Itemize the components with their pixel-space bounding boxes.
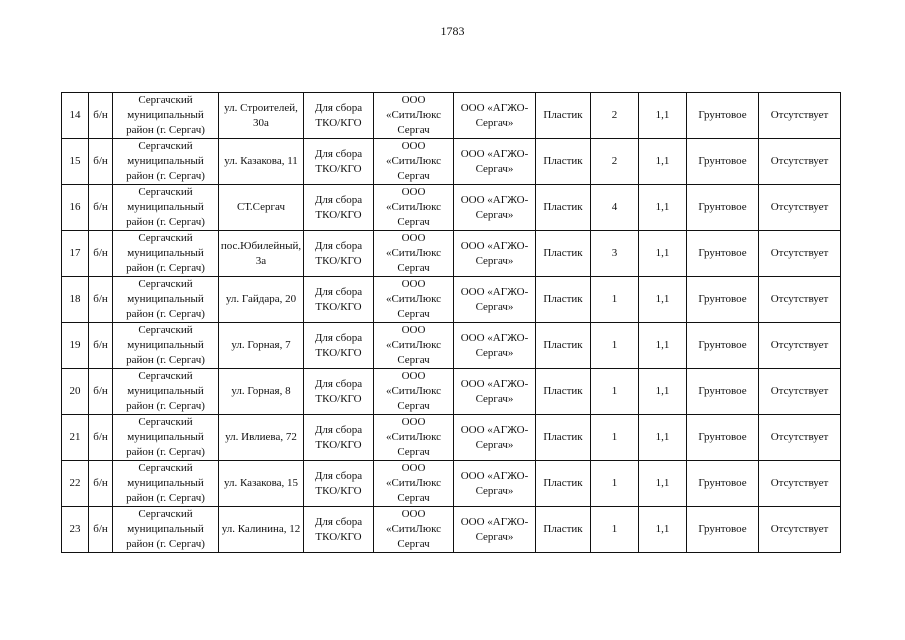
container-volume-cell: 1,1 (639, 507, 687, 553)
registry-table (61, 92, 841, 553)
district-cell: Сергачский муниципальный район (г. Сергач) (113, 93, 219, 139)
fence-cell: Отсутствует (759, 185, 841, 231)
surface-cell: Грунтовое (687, 277, 759, 323)
row-number-cell: 16 (62, 185, 89, 231)
no-number-cell: б/н (89, 93, 113, 139)
operator-cell: ООО «СитиЛюкс Сергач (374, 415, 454, 461)
address-cell: ул. Горная, 7 (219, 323, 304, 369)
district-cell: Сергачский муниципальный район (г. Сергач) (113, 139, 219, 185)
container-volume-cell: 1,1 (639, 369, 687, 415)
operator-cell: ООО «СитиЛюкс Сергач (374, 323, 454, 369)
fence-cell: Отсутствует (759, 323, 841, 369)
no-number-cell: б/н (89, 231, 113, 277)
fence-cell: Отсутствует (759, 231, 841, 277)
material-cell: Пластик (536, 507, 591, 553)
fence-cell: Отсутствует (759, 93, 841, 139)
container-count-cell: 2 (591, 139, 639, 185)
container-volume-cell: 1,1 (639, 231, 687, 277)
table-row (62, 93, 841, 139)
address-cell: ул. Казакова, 11 (219, 139, 304, 185)
fence-cell: Отсутствует (759, 277, 841, 323)
table-row (62, 185, 841, 231)
owner-cell: ООО «АГЖО-Сергач» (454, 323, 536, 369)
fence-cell: Отсутствует (759, 461, 841, 507)
surface-cell: Грунтовое (687, 507, 759, 553)
no-number-cell: б/н (89, 507, 113, 553)
row-number-cell: 18 (62, 277, 89, 323)
surface-cell: Грунтовое (687, 415, 759, 461)
no-number-cell: б/н (89, 369, 113, 415)
purpose-cell: Для сбора ТКО/КГО (304, 323, 374, 369)
surface-cell: Грунтовое (687, 185, 759, 231)
district-cell: Сергачский муниципальный район (г. Сергач) (113, 231, 219, 277)
address-cell: ул. Горная, 8 (219, 369, 304, 415)
table-row (62, 369, 841, 415)
owner-cell: ООО «АГЖО-Сергач» (454, 93, 536, 139)
row-number-cell: 17 (62, 231, 89, 277)
row-number-cell: 15 (62, 139, 89, 185)
no-number-cell: б/н (89, 139, 113, 185)
container-volume-cell: 1,1 (639, 93, 687, 139)
operator-cell: ООО «СитиЛюкс Сергач (374, 369, 454, 415)
district-cell: Сергачский муниципальный район (г. Сергач) (113, 369, 219, 415)
material-cell: Пластик (536, 139, 591, 185)
container-count-cell: 1 (591, 323, 639, 369)
operator-cell: ООО «СитиЛюкс Сергач (374, 93, 454, 139)
surface-cell: Грунтовое (687, 139, 759, 185)
row-number-cell: 14 (62, 93, 89, 139)
address-cell: ул. Ивлиева, 72 (219, 415, 304, 461)
address-cell: пос.Юбилейный, 3а (219, 231, 304, 277)
address-cell: СТ.Сергач (219, 185, 304, 231)
address-cell: ул. Строителей, 30а (219, 93, 304, 139)
container-volume-cell: 1,1 (639, 139, 687, 185)
container-count-cell: 1 (591, 507, 639, 553)
fence-cell: Отсутствует (759, 139, 841, 185)
purpose-cell: Для сбора ТКО/КГО (304, 277, 374, 323)
table-row (62, 139, 841, 185)
table-row (62, 461, 841, 507)
container-count-cell: 4 (591, 185, 639, 231)
container-count-cell: 1 (591, 461, 639, 507)
row-number-cell: 19 (62, 323, 89, 369)
surface-cell: Грунтовое (687, 231, 759, 277)
purpose-cell: Для сбора ТКО/КГО (304, 369, 374, 415)
material-cell: Пластик (536, 231, 591, 277)
owner-cell: ООО «АГЖО-Сергач» (454, 507, 536, 553)
purpose-cell: Для сбора ТКО/КГО (304, 185, 374, 231)
operator-cell: ООО «СитиЛюкс Сергач (374, 231, 454, 277)
fence-cell: Отсутствует (759, 369, 841, 415)
container-count-cell: 2 (591, 93, 639, 139)
purpose-cell: Для сбора ТКО/КГО (304, 231, 374, 277)
material-cell: Пластик (536, 323, 591, 369)
material-cell: Пластик (536, 93, 591, 139)
no-number-cell: б/н (89, 185, 113, 231)
container-volume-cell: 1,1 (639, 415, 687, 461)
address-cell: ул. Гайдара, 20 (219, 277, 304, 323)
address-cell: ул. Казакова, 15 (219, 461, 304, 507)
container-count-cell: 1 (591, 369, 639, 415)
page-number: 1783 (440, 24, 465, 38)
container-count-cell: 1 (591, 277, 639, 323)
material-cell: Пластик (536, 461, 591, 507)
container-volume-cell: 1,1 (639, 461, 687, 507)
district-cell: Сергачский муниципальный район (г. Сергач) (113, 507, 219, 553)
operator-cell: ООО «СитиЛюкс Сергач (374, 139, 454, 185)
table-row (62, 507, 841, 553)
row-number-cell: 21 (62, 415, 89, 461)
owner-cell: ООО «АГЖО-Сергач» (454, 369, 536, 415)
surface-cell: Грунтовое (687, 369, 759, 415)
owner-cell: ООО «АГЖО-Сергач» (454, 139, 536, 185)
row-number-cell: 22 (62, 461, 89, 507)
owner-cell: ООО «АГЖО-Сергач» (454, 185, 536, 231)
district-cell: Сергачский муниципальный район (г. Сергач) (113, 277, 219, 323)
no-number-cell: б/н (89, 415, 113, 461)
district-cell: Сергачский муниципальный район (г. Сергач) (113, 185, 219, 231)
fence-cell: Отсутствует (759, 507, 841, 553)
material-cell: Пластик (536, 415, 591, 461)
address-cell: ул. Калинина, 12 (219, 507, 304, 553)
purpose-cell: Для сбора ТКО/КГО (304, 139, 374, 185)
surface-cell: Грунтовое (687, 461, 759, 507)
material-cell: Пластик (536, 369, 591, 415)
purpose-cell: Для сбора ТКО/КГО (304, 507, 374, 553)
table-body (62, 93, 841, 553)
owner-cell: ООО «АГЖО-Сергач» (454, 415, 536, 461)
no-number-cell: б/н (89, 323, 113, 369)
material-cell: Пластик (536, 277, 591, 323)
table-row (62, 277, 841, 323)
operator-cell: ООО «СитиЛюкс Сергач (374, 185, 454, 231)
fence-cell: Отсутствует (759, 415, 841, 461)
district-cell: Сергачский муниципальный район (г. Сергач) (113, 461, 219, 507)
district-cell: Сергачский муниципальный район (г. Сергач) (113, 323, 219, 369)
container-count-cell: 3 (591, 231, 639, 277)
container-volume-cell: 1,1 (639, 277, 687, 323)
operator-cell: ООО «СитиЛюкс Сергач (374, 277, 454, 323)
owner-cell: ООО «АГЖО-Сергач» (454, 461, 536, 507)
district-cell: Сергачский муниципальный район (г. Сергач) (113, 415, 219, 461)
owner-cell: ООО «АГЖО-Сергач» (454, 231, 536, 277)
no-number-cell: б/н (89, 461, 113, 507)
container-volume-cell: 1,1 (639, 323, 687, 369)
table-row (62, 231, 841, 277)
purpose-cell: Для сбора ТКО/КГО (304, 93, 374, 139)
purpose-cell: Для сбора ТКО/КГО (304, 415, 374, 461)
surface-cell: Грунтовое (687, 93, 759, 139)
table-row (62, 415, 841, 461)
no-number-cell: б/н (89, 277, 113, 323)
surface-cell: Грунтовое (687, 323, 759, 369)
row-number-cell: 23 (62, 507, 89, 553)
material-cell: Пластик (536, 185, 591, 231)
container-count-cell: 1 (591, 415, 639, 461)
operator-cell: ООО «СитиЛюкс Сергач (374, 507, 454, 553)
row-number-cell: 20 (62, 369, 89, 415)
operator-cell: ООО «СитиЛюкс Сергач (374, 461, 454, 507)
purpose-cell: Для сбора ТКО/КГО (304, 461, 374, 507)
table-row (62, 323, 841, 369)
container-volume-cell: 1,1 (639, 185, 687, 231)
owner-cell: ООО «АГЖО-Сергач» (454, 277, 536, 323)
